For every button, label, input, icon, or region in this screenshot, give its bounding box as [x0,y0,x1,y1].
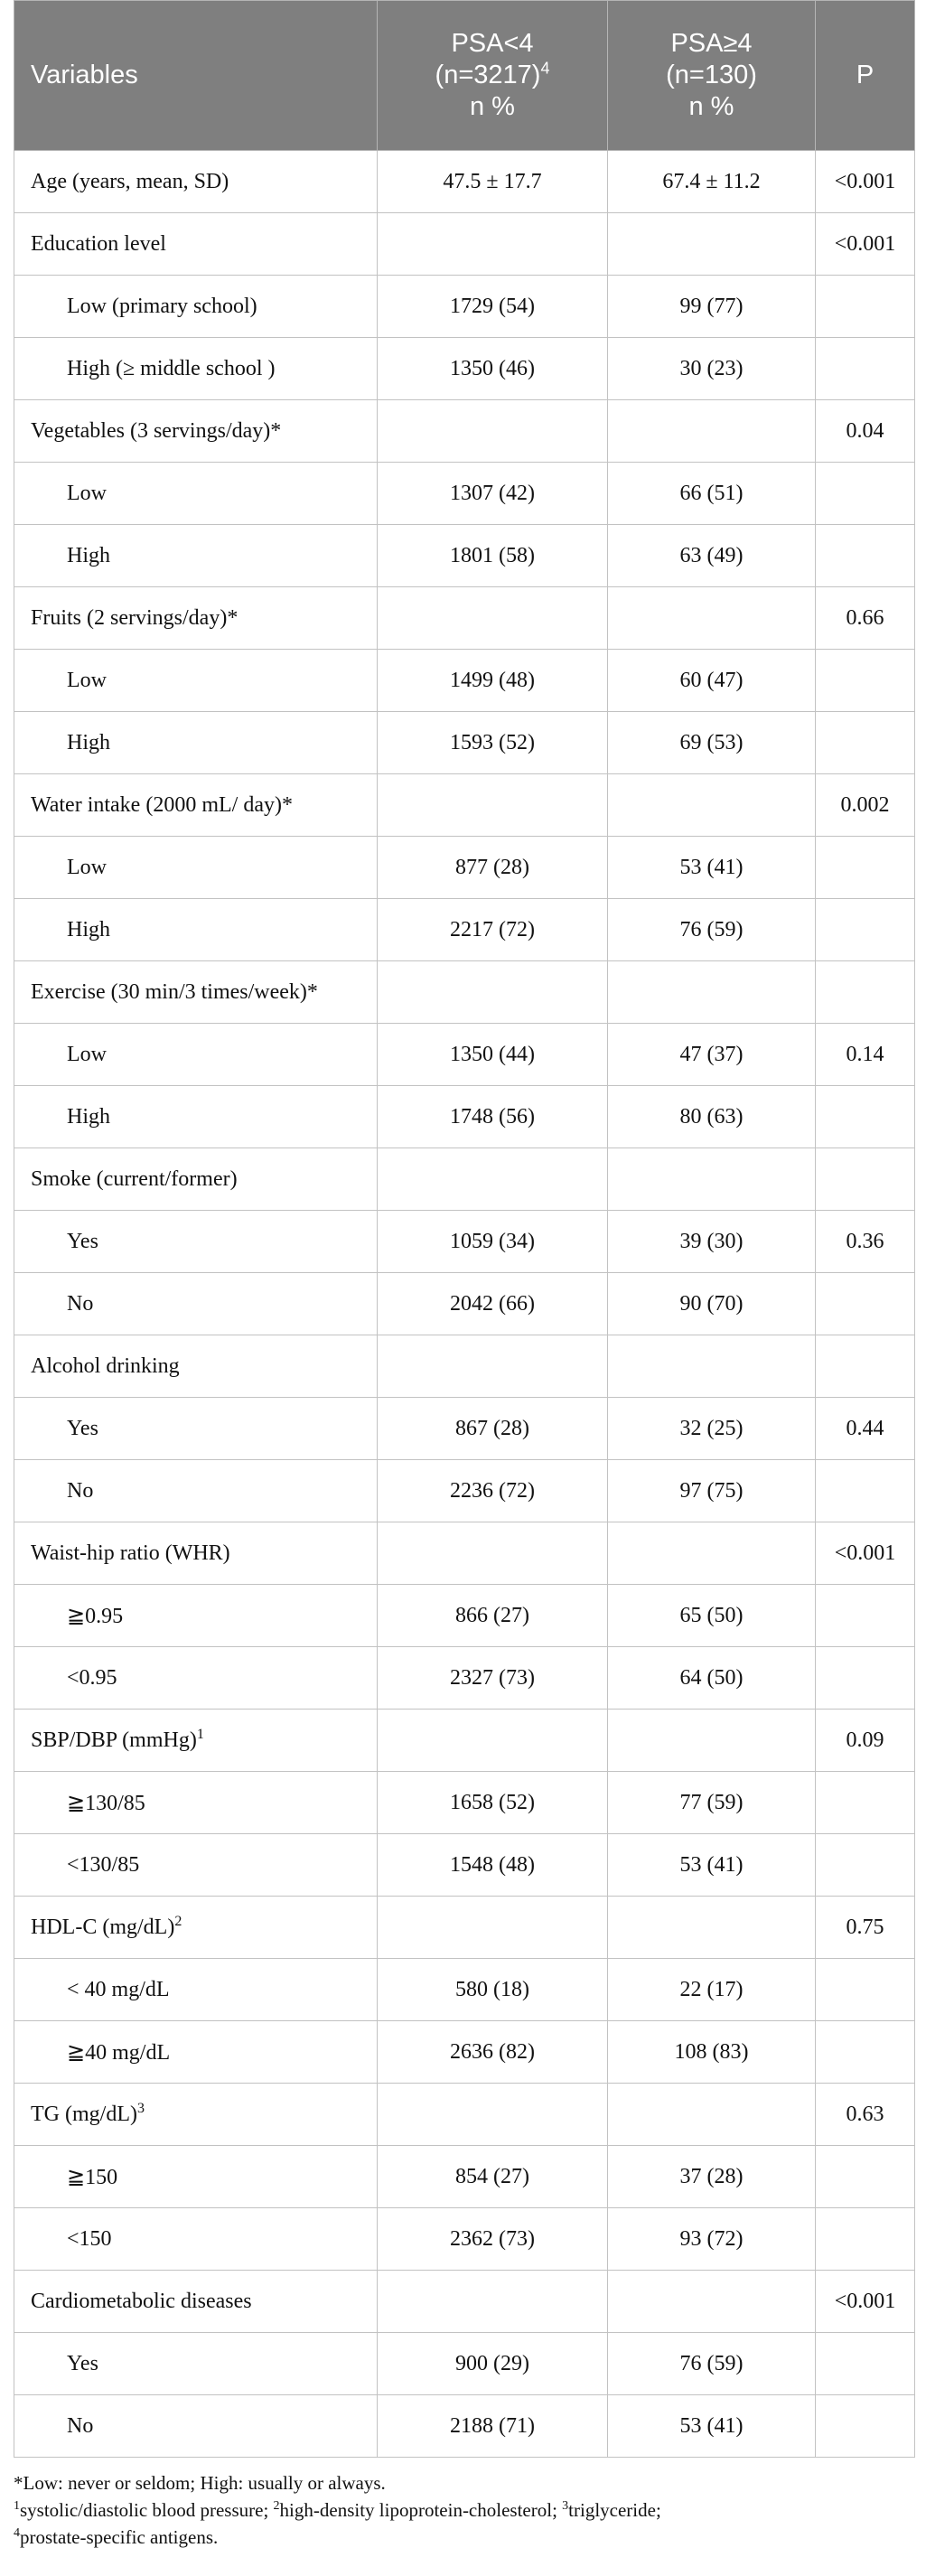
row-label-cell [14,1522,378,1585]
row-label: ≧150 [67,2165,118,2189]
table-row [14,650,915,712]
cell-p-value [816,1273,915,1335]
row-label: Education level [31,231,166,256]
cell-p-value [816,338,915,400]
cell-p-value: <0.001 [816,2271,915,2333]
header-psa-ge4 [608,1,816,151]
cell-psa-lt4: 1748 (56) [378,1086,608,1148]
row-label-cell [14,1772,378,1834]
cell-psa-ge4: 76 (59) [608,2333,816,2395]
row-label: ≧40 mg/dL [67,2040,171,2065]
cell-p-value: 0.04 [816,400,915,463]
cell-p-value [816,2146,915,2208]
cell-p-value [816,837,915,899]
cell-psa-ge4 [608,2271,816,2333]
cell-p-value: 0.66 [816,587,915,650]
cell-psa-lt4 [378,213,608,276]
table-row [14,837,915,899]
row-label: ≧0.95 [67,1604,124,1628]
table-row [14,2021,915,2084]
row-label-cell [14,1585,378,1647]
row-label: High (≥ middle school ) [67,356,276,380]
row-label-cell [14,1211,378,1273]
row-label: SBP/DBP (mmHg) [31,1728,197,1752]
cell-psa-ge4 [608,961,816,1024]
cell-psa-ge4 [608,2084,816,2146]
cell-psa-lt4: 1658 (52) [378,1772,608,1834]
cell-psa-ge4: 99 (77) [608,276,816,338]
row-label-cell [14,1959,378,2021]
table-row [14,1647,915,1710]
cell-psa-ge4: 53 (41) [608,1834,816,1897]
header-psa-lt4-sup: 4 [540,59,550,78]
cell-psa-lt4 [378,587,608,650]
cell-psa-lt4: 900 (29) [378,2333,608,2395]
cell-p-value: <0.001 [816,1522,915,1585]
row-label-cell [14,1647,378,1710]
row-label: Fruits (2 servings/day)* [31,605,239,630]
row-label-cell [14,1335,378,1398]
table-row [14,276,915,338]
table-row [14,1710,915,1772]
cell-psa-lt4: 866 (27) [378,1585,608,1647]
row-label: Exercise (30 min/3 times/week)* [31,979,318,1004]
header-psa-ge4-line1: PSA≥4 [670,29,753,58]
cell-p-value [816,2395,915,2458]
cell-psa-ge4 [608,1897,816,1959]
row-label-cell [14,1710,378,1772]
cell-psa-lt4: 867 (28) [378,1398,608,1460]
row-label-cell [14,1148,378,1211]
cell-psa-lt4 [378,774,608,837]
table-row [14,2146,915,2208]
table-row [14,2271,915,2333]
cell-psa-ge4 [608,1710,816,1772]
cell-p-value [816,1959,915,2021]
row-label: Cardiometabolic diseases [31,2289,252,2313]
cell-p-value: 0.002 [816,774,915,837]
table-row [14,1335,915,1398]
table-header-row [14,1,915,151]
cell-psa-lt4: 854 (27) [378,2146,608,2208]
footnote-line-3 [14,2524,914,2551]
row-label-cell [14,400,378,463]
cell-p-value [816,2021,915,2084]
row-label-cell [14,1460,378,1522]
cell-psa-lt4: 2636 (82) [378,2021,608,2084]
cell-psa-ge4: 77 (59) [608,1772,816,1834]
cell-psa-lt4 [378,2271,608,2333]
row-label: Vegetables (3 servings/day)* [31,418,282,443]
row-label: Yes [67,2351,98,2375]
cell-psa-ge4 [608,1522,816,1585]
row-label-cell [14,2146,378,2208]
cell-psa-ge4: 97 (75) [608,1460,816,1522]
footnote-text-2: high-density lipoprotein-cholesterol; [279,2499,563,2521]
table-row [14,1273,915,1335]
cell-p-value [816,2208,915,2271]
cell-psa-ge4: 60 (47) [608,650,816,712]
cell-p-value [816,1834,915,1897]
cell-p-value: 0.36 [816,1211,915,1273]
cell-p-value [816,1460,915,1522]
row-label-cell [14,712,378,774]
table-row [14,1959,915,2021]
cell-psa-ge4 [608,213,816,276]
row-label-sup: 3 [136,2100,145,2116]
row-label: Yes [67,1416,98,1440]
cell-psa-ge4: 53 (41) [608,837,816,899]
cell-psa-ge4: 69 (53) [608,712,816,774]
row-label-cell [14,525,378,587]
footnote-text-3: triglyceride; [568,2499,661,2521]
row-label-sup: 2 [174,1913,182,1929]
cell-psa-ge4 [608,400,816,463]
row-label: <150 [67,2226,112,2251]
cell-psa-ge4: 67.4 ± 11.2 [608,151,816,213]
row-label-cell [14,899,378,961]
cell-p-value [816,712,915,774]
row-label: TG (mg/dL) [31,2102,137,2126]
cell-psa-lt4 [378,2084,608,2146]
cell-psa-lt4: 1548 (48) [378,1834,608,1897]
table-footnotes [14,2469,914,2551]
row-label: Alcohol drinking [31,1354,180,1378]
header-psa-lt4-line2 [378,60,607,91]
psa-characteristics-table [14,0,915,2458]
row-label-cell [14,151,378,213]
cell-p-value: <0.001 [816,213,915,276]
table-row [14,151,915,213]
footnote-sup-2: 2 [273,2499,280,2513]
cell-psa-ge4: 63 (49) [608,525,816,587]
row-label: Water intake (2000 mL/ day)* [31,792,293,817]
table-row [14,1834,915,1897]
table-row [14,1772,915,1834]
row-label: High [67,730,110,754]
row-label-cell [14,2333,378,2395]
cell-p-value: 0.44 [816,1398,915,1460]
cell-p-value [816,899,915,961]
cell-psa-ge4: 22 (17) [608,1959,816,2021]
row-label: Low [67,481,107,505]
cell-psa-ge4: 90 (70) [608,1273,816,1335]
cell-psa-ge4: 32 (25) [608,1398,816,1460]
row-label: Low [67,1042,107,1066]
row-label-cell [14,463,378,525]
row-label-cell [14,276,378,338]
cell-p-value: 0.75 [816,1897,915,1959]
cell-psa-ge4: 64 (50) [608,1647,816,1710]
cell-psa-ge4: 30 (23) [608,338,816,400]
row-label: High [67,1104,110,1129]
row-label: Smoke (current/former) [31,1166,238,1191]
cell-psa-lt4: 2188 (71) [378,2395,608,2458]
cell-psa-lt4 [378,1522,608,1585]
cell-psa-lt4: 580 (18) [378,1959,608,2021]
row-label-cell [14,837,378,899]
cell-psa-lt4 [378,400,608,463]
table-row [14,463,915,525]
footnote-text-1: systolic/diastolic blood pressure; [20,2499,274,2521]
cell-psa-ge4: 80 (63) [608,1086,816,1148]
cell-psa-lt4: 2217 (72) [378,899,608,961]
cell-psa-lt4: 1729 (54) [378,276,608,338]
table-row [14,525,915,587]
cell-psa-lt4 [378,1897,608,1959]
table-body [14,151,915,2458]
row-label-cell [14,650,378,712]
cell-p-value [816,276,915,338]
row-label: High [67,543,110,567]
footnote-line-2 [14,2496,914,2524]
table-row [14,2333,915,2395]
table-row [14,1585,915,1647]
cell-psa-ge4 [608,774,816,837]
row-label-cell [14,1398,378,1460]
header-psa-lt4-line1: PSA<4 [451,29,534,58]
header-variables: Variables [14,1,378,151]
cell-psa-lt4: 1350 (46) [378,338,608,400]
cell-psa-lt4 [378,1710,608,1772]
row-label: < 40 mg/dL [67,1977,170,2001]
footnote-sup-1: 1 [14,2499,20,2513]
header-psa-lt4-line3: n % [470,92,515,121]
row-label: No [67,1478,94,1503]
row-label: No [67,2413,94,2438]
row-label: Low (primary school) [67,294,257,318]
cell-p-value [816,1585,915,1647]
cell-psa-lt4: 1499 (48) [378,650,608,712]
cell-psa-ge4: 47 (37) [608,1024,816,1086]
cell-psa-lt4: 1350 (44) [378,1024,608,1086]
cell-p-value: 0.63 [816,2084,915,2146]
table-row [14,1148,915,1211]
table-row [14,213,915,276]
row-label-cell [14,2208,378,2271]
row-label-cell [14,1897,378,1959]
cell-p-value [816,650,915,712]
cell-psa-ge4 [608,1335,816,1398]
footnote-text-4: prostate-specific antigens. [20,2526,219,2548]
cell-psa-ge4: 76 (59) [608,899,816,961]
header-p-value: P [816,1,915,151]
header-psa-lt4-n: (n=3217) [435,61,541,89]
row-label-cell [14,2271,378,2333]
row-label-cell [14,1273,378,1335]
table-row [14,774,915,837]
cell-p-value [816,1086,915,1148]
table-row [14,961,915,1024]
table-row [14,1086,915,1148]
row-label-cell [14,2395,378,2458]
table-row [14,2084,915,2146]
cell-p-value [816,463,915,525]
cell-p-value: 0.14 [816,1024,915,1086]
footnote-sup-4: 4 [14,2526,20,2540]
cell-psa-lt4: 1307 (42) [378,463,608,525]
cell-psa-ge4: 65 (50) [608,1585,816,1647]
cell-psa-lt4: 2362 (73) [378,2208,608,2271]
row-label: High [67,917,110,941]
table-row [14,1024,915,1086]
cell-psa-ge4: 53 (41) [608,2395,816,2458]
row-label-cell [14,774,378,837]
header-psa-ge4-line3: n % [688,92,734,121]
row-label-cell [14,2084,378,2146]
cell-psa-lt4: 2042 (66) [378,1273,608,1335]
cell-p-value [816,961,915,1024]
table-row [14,400,915,463]
row-label: Waist-hip ratio (WHR) [31,1541,230,1565]
cell-p-value: <0.001 [816,151,915,213]
row-label: No [67,1291,94,1316]
row-label-sup: 1 [196,1726,204,1742]
row-label: <130/85 [67,1852,140,1877]
cell-p-value [816,1647,915,1710]
cell-psa-lt4 [378,1148,608,1211]
cell-psa-ge4: 108 (83) [608,2021,816,2084]
table-row [14,2208,915,2271]
table-row [14,338,915,400]
cell-psa-lt4: 877 (28) [378,837,608,899]
table-row [14,1460,915,1522]
cell-psa-lt4 [378,961,608,1024]
header-psa-ge4-line2: (n=130) [666,61,757,89]
row-label: Low [67,668,107,692]
header-psa-lt4 [378,1,608,151]
row-label: HDL-C (mg/dL) [31,1915,175,1939]
table-row [14,899,915,961]
table-row [14,587,915,650]
table-row [14,1897,915,1959]
cell-psa-ge4: 93 (72) [608,2208,816,2271]
cell-psa-lt4: 1593 (52) [378,712,608,774]
cell-p-value [816,1772,915,1834]
row-label-cell [14,338,378,400]
row-label-cell [14,961,378,1024]
table-row [14,1398,915,1460]
cell-p-value [816,2333,915,2395]
row-label-cell [14,587,378,650]
cell-psa-lt4: 1059 (34) [378,1211,608,1273]
cell-psa-ge4 [608,1148,816,1211]
table-row [14,2395,915,2458]
row-label: <0.95 [67,1665,117,1690]
row-label-cell [14,213,378,276]
footnote-line-1: *Low: never or seldom; High: usually or always. [14,2472,386,2494]
cell-psa-ge4: 66 (51) [608,463,816,525]
table-row [14,712,915,774]
footnote-sup-3: 3 [562,2499,569,2513]
cell-p-value [816,1335,915,1398]
cell-p-value: 0.09 [816,1710,915,1772]
cell-psa-lt4: 1801 (58) [378,525,608,587]
cell-psa-ge4: 39 (30) [608,1211,816,1273]
cell-psa-lt4: 2236 (72) [378,1460,608,1522]
cell-p-value [816,525,915,587]
table-row [14,1211,915,1273]
row-label: Age (years, mean, SD) [31,169,229,193]
table-row [14,1522,915,1585]
cell-psa-ge4: 37 (28) [608,2146,816,2208]
cell-psa-lt4: 2327 (73) [378,1647,608,1710]
cell-psa-lt4: 47.5 ± 17.7 [378,151,608,213]
row-label-cell [14,1834,378,1897]
row-label-cell [14,2021,378,2084]
row-label: ≧130/85 [67,1791,145,1815]
cell-psa-ge4 [608,587,816,650]
cell-psa-lt4 [378,1335,608,1398]
row-label-cell [14,1086,378,1148]
cell-p-value [816,1148,915,1211]
row-label: Yes [67,1229,98,1253]
row-label-cell [14,1024,378,1086]
row-label: Low [67,855,107,879]
